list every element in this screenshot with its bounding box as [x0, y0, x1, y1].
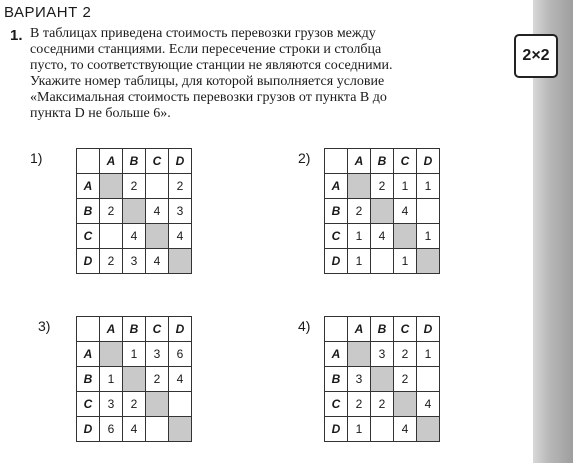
row-header: B [325, 367, 348, 392]
column-header: C [146, 149, 169, 174]
column-header: C [146, 317, 169, 342]
cost-cell: 4 [417, 392, 440, 417]
table-row [325, 392, 440, 417]
cost-cell: 3 [100, 392, 123, 417]
table-header-row [77, 149, 192, 174]
cost-table-4 [324, 316, 440, 442]
diagonal-cell [348, 342, 371, 367]
row-header: A [325, 342, 348, 367]
row-header: C [325, 224, 348, 249]
cost-cell: 2 [348, 199, 371, 224]
corner-cell [325, 317, 348, 342]
difficulty-badge: 2×2 [514, 34, 558, 78]
cost-cell [371, 417, 394, 442]
diagonal-cell [417, 249, 440, 274]
question-line: В таблицах приведена стоимость перевозки грузов между [30, 26, 376, 41]
column-header: A [348, 317, 371, 342]
diagonal-cell [169, 249, 192, 274]
row-header: B [77, 199, 100, 224]
table-row [77, 367, 192, 392]
question-number: 1. [10, 27, 23, 44]
row-header: D [325, 249, 348, 274]
row-header: B [325, 199, 348, 224]
table-row [325, 249, 440, 274]
table-row [77, 174, 192, 199]
table-row [77, 199, 192, 224]
table-row [325, 224, 440, 249]
column-header: B [371, 317, 394, 342]
table-row [77, 392, 192, 417]
table-row [325, 417, 440, 442]
cost-cell: 1 [123, 342, 146, 367]
cost-cell: 6 [169, 342, 192, 367]
column-header: B [123, 149, 146, 174]
diagonal-cell [123, 199, 146, 224]
variant-heading: ВАРИАНТ 2 [4, 4, 92, 21]
diagonal-cell [146, 224, 169, 249]
option-label: 2) [298, 150, 311, 166]
row-header: C [325, 392, 348, 417]
cost-cell: 1 [348, 224, 371, 249]
option-label: 3) [38, 318, 51, 334]
cost-cell: 1 [100, 367, 123, 392]
cost-cell: 2 [100, 199, 123, 224]
cost-cell: 4 [169, 224, 192, 249]
diagonal-cell [146, 392, 169, 417]
cost-cell: 4 [146, 249, 169, 274]
row-header: A [77, 174, 100, 199]
row-header: B [77, 367, 100, 392]
table-row [77, 342, 192, 367]
diagonal-cell [394, 392, 417, 417]
cost-cell: 2 [146, 367, 169, 392]
column-header: C [394, 149, 417, 174]
cost-cell: 2 [348, 392, 371, 417]
row-header: D [77, 417, 100, 442]
cost-cell: 4 [146, 199, 169, 224]
cost-cell: 2 [394, 367, 417, 392]
cost-cell: 4 [169, 367, 192, 392]
column-header: A [100, 317, 123, 342]
row-header: D [77, 249, 100, 274]
cost-cell: 1 [417, 342, 440, 367]
cost-cell: 1 [394, 249, 417, 274]
diagonal-cell [394, 224, 417, 249]
column-header: D [417, 149, 440, 174]
corner-cell [77, 149, 100, 174]
diagonal-cell [417, 417, 440, 442]
cost-cell: 4 [123, 224, 146, 249]
table-header-row [325, 149, 440, 174]
cost-cell: 2 [371, 174, 394, 199]
row-header: A [77, 342, 100, 367]
corner-cell [77, 317, 100, 342]
cost-cell [146, 174, 169, 199]
diagonal-cell [100, 342, 123, 367]
row-header: C [77, 392, 100, 417]
question-line: «Максимальная стоимость перевозки грузов от пункта B до [30, 90, 387, 105]
column-header: C [394, 317, 417, 342]
cost-cell [371, 249, 394, 274]
diagonal-cell [123, 367, 146, 392]
cost-cell: 2 [123, 174, 146, 199]
option-label: 1) [30, 150, 43, 166]
cost-cell: 2 [394, 342, 417, 367]
cost-cell: 4 [394, 417, 417, 442]
question-line: соседними станциями. Если пересечение строки и столбца [30, 42, 382, 57]
cost-cell: 1 [348, 417, 371, 442]
table-row [325, 367, 440, 392]
cost-cell: 6 [100, 417, 123, 442]
cost-cell [417, 199, 440, 224]
cost-cell: 1 [394, 174, 417, 199]
question-line: Укажите номер таблицы, для которой выполняется условие [30, 74, 385, 89]
cost-cell: 3 [123, 249, 146, 274]
cost-cell: 3 [169, 199, 192, 224]
cost-cell: 2 [100, 249, 123, 274]
diagonal-cell [371, 199, 394, 224]
table-header-row [77, 317, 192, 342]
column-header: A [348, 149, 371, 174]
table-row [325, 174, 440, 199]
diagonal-cell [348, 174, 371, 199]
cost-cell [146, 417, 169, 442]
table-row [325, 199, 440, 224]
table-row [325, 342, 440, 367]
row-header: C [77, 224, 100, 249]
question-text [30, 26, 500, 122]
question-line: пункта D не больше 6». [30, 106, 171, 121]
cost-cell: 3 [371, 342, 394, 367]
corner-cell [325, 149, 348, 174]
table-row [77, 417, 192, 442]
column-header: D [169, 149, 192, 174]
cost-cell: 1 [417, 174, 440, 199]
cost-cell: 2 [371, 392, 394, 417]
cost-cell: 3 [348, 367, 371, 392]
cost-cell: 3 [146, 342, 169, 367]
diagonal-cell [100, 174, 123, 199]
cost-table-2 [324, 148, 440, 274]
cost-cell: 2 [169, 174, 192, 199]
diagonal-cell [371, 367, 394, 392]
table-row [77, 249, 192, 274]
cost-cell: 4 [371, 224, 394, 249]
column-header: A [100, 149, 123, 174]
row-header: A [325, 174, 348, 199]
cost-cell: 1 [417, 224, 440, 249]
question-line: пусто, то соответствующие станции не являются соседними. [30, 58, 393, 73]
diagonal-cell [169, 417, 192, 442]
row-header: D [325, 417, 348, 442]
cost-cell: 1 [348, 249, 371, 274]
option-label: 4) [298, 318, 311, 334]
column-header: B [371, 149, 394, 174]
cost-cell: 4 [123, 417, 146, 442]
cost-cell [169, 392, 192, 417]
table-header-row [325, 317, 440, 342]
cost-cell: 2 [123, 392, 146, 417]
column-header: D [417, 317, 440, 342]
cost-cell [417, 367, 440, 392]
cost-cell: 4 [394, 199, 417, 224]
column-header: D [169, 317, 192, 342]
table-row [77, 224, 192, 249]
cost-cell [100, 224, 123, 249]
cost-table-1 [76, 148, 192, 274]
column-header: B [123, 317, 146, 342]
cost-table-3 [76, 316, 192, 442]
